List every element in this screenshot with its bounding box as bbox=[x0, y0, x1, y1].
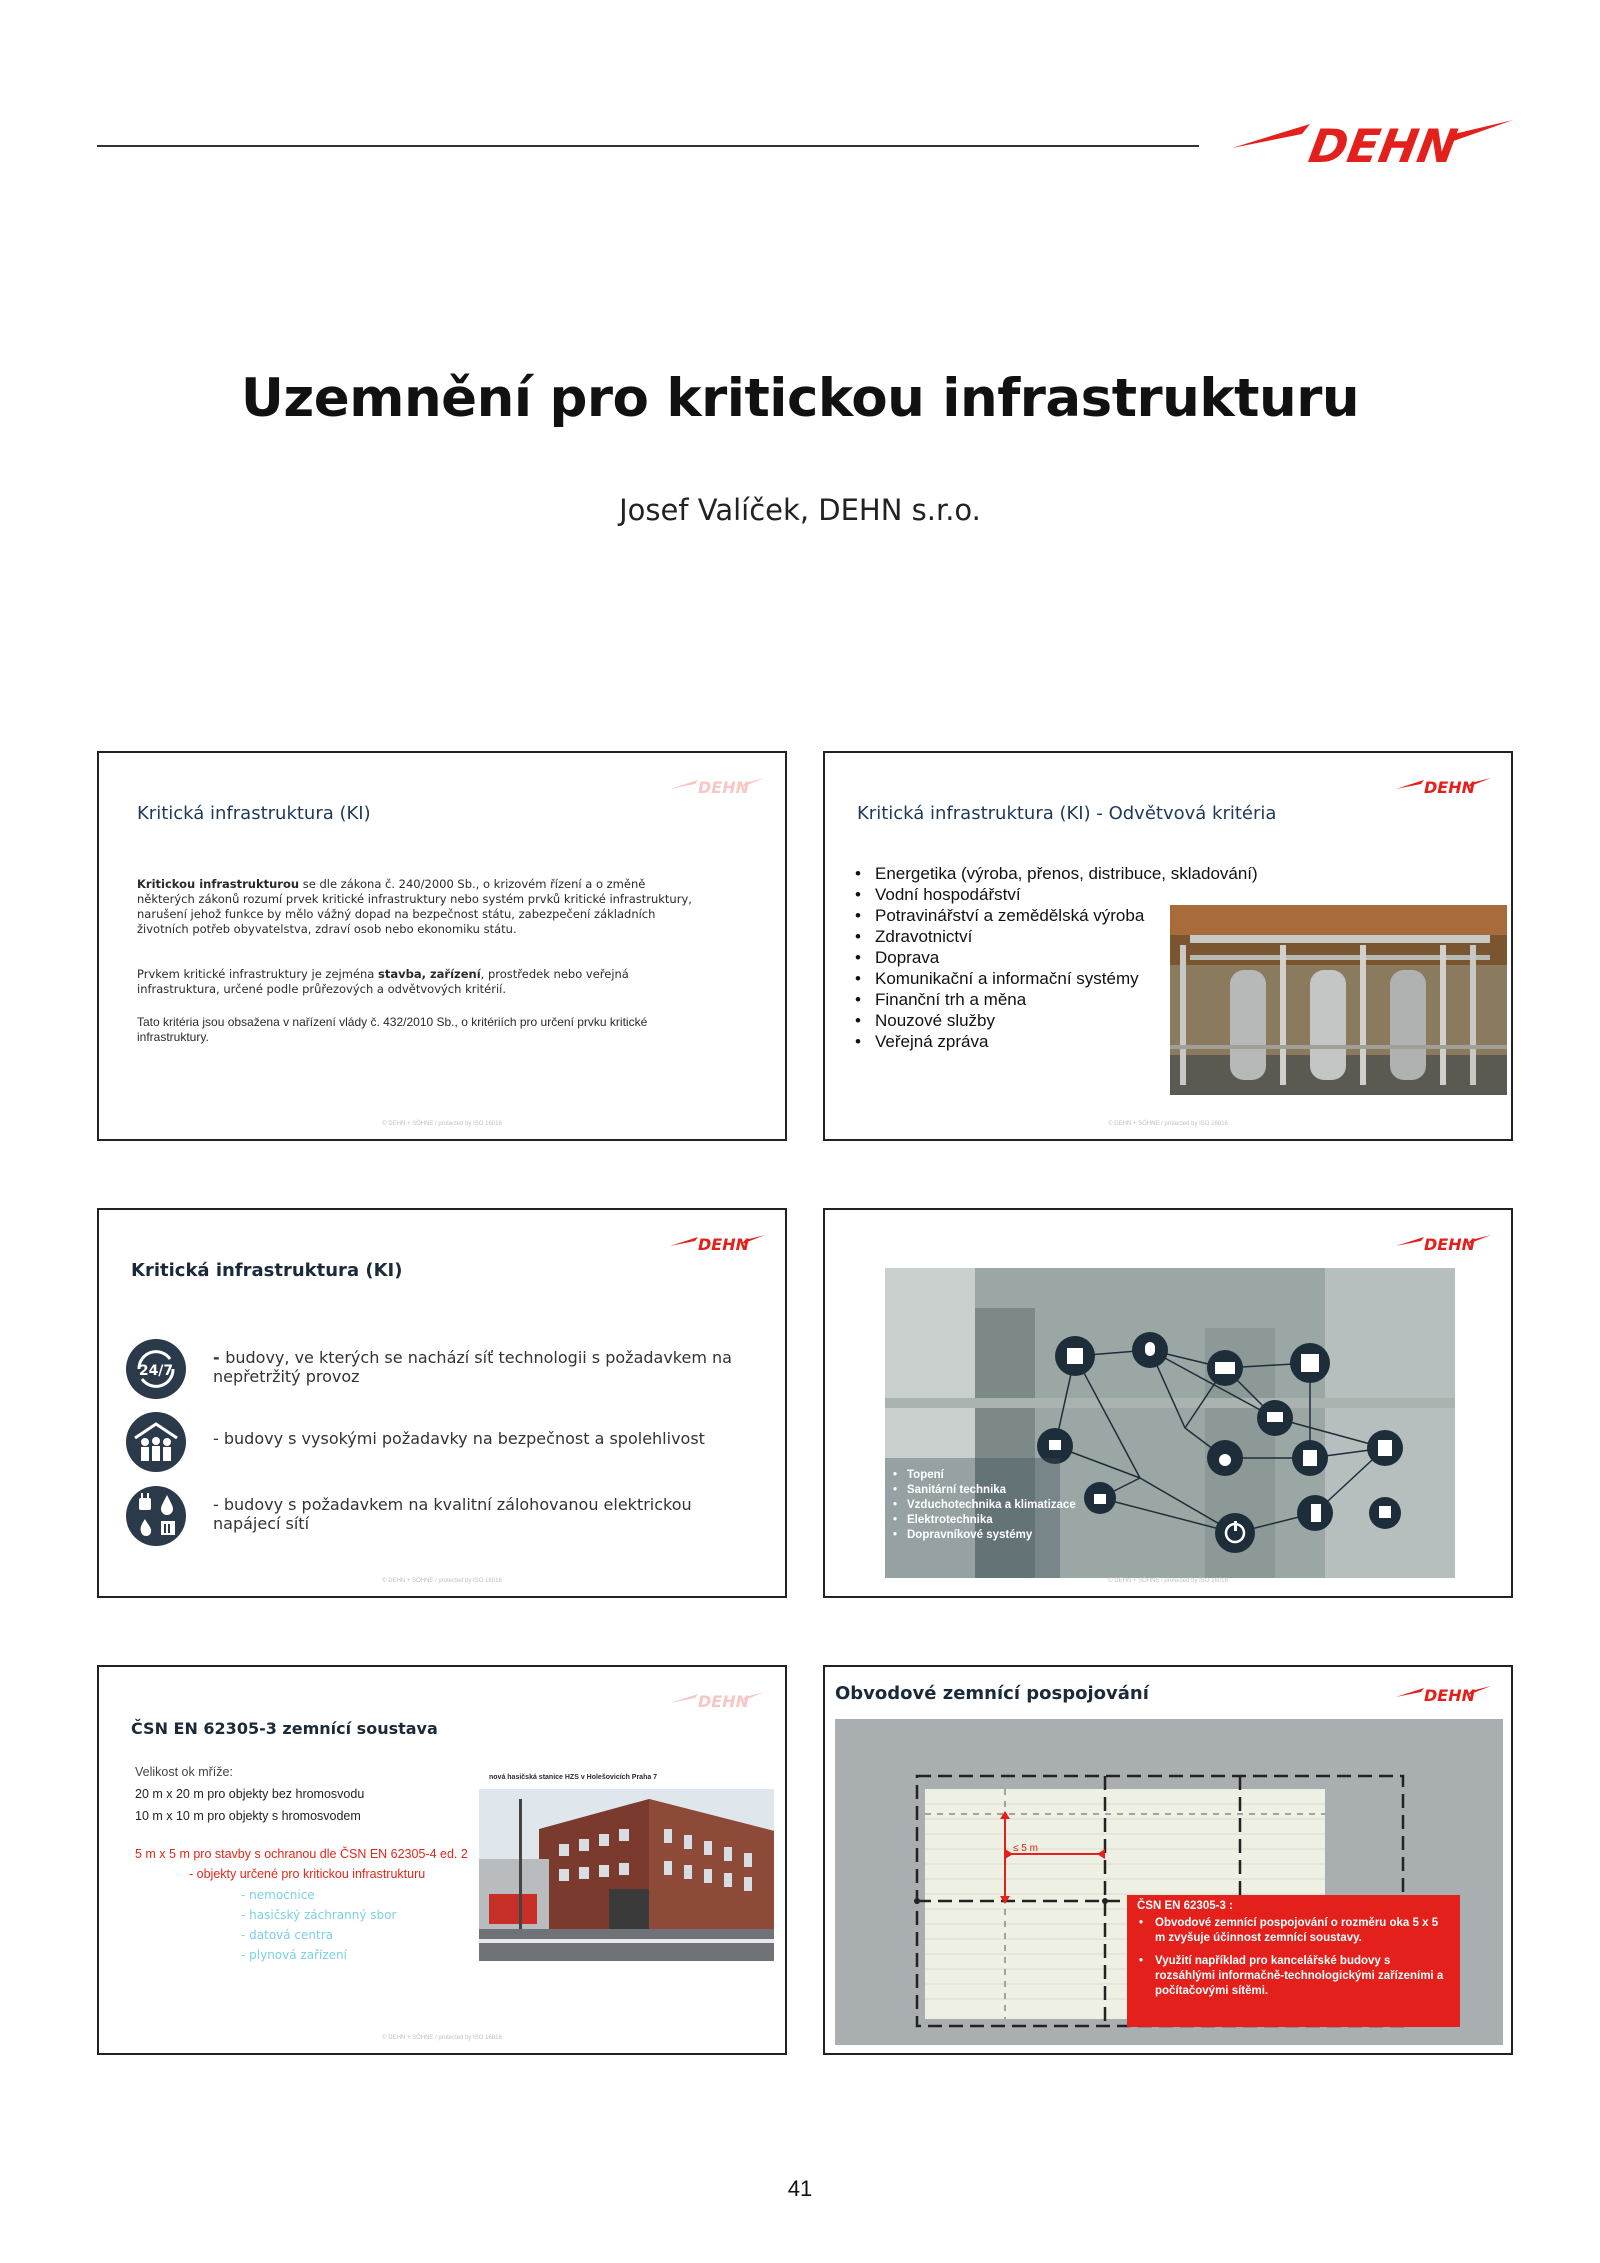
row-text: - budovy s vysokými požadavky na bezpečnost a spolehlivost bbox=[213, 1429, 705, 1448]
utilities-icon bbox=[125, 1485, 187, 1547]
svg-text:DEHN: DEHN bbox=[1305, 119, 1462, 173]
dehn-logo bbox=[1396, 1679, 1491, 1707]
slide-earthing-system bbox=[97, 1665, 787, 2055]
industrial-plant-photo bbox=[1170, 905, 1507, 1095]
slide-footer: © DEHN + SÖHNE / protected by ISO 16016 bbox=[382, 2035, 502, 2041]
list-item: • Energetika (výroba, přenos, distribuce, skladování) bbox=[853, 863, 1258, 884]
list-item: • Veřejná zpráva bbox=[853, 1031, 1258, 1052]
slide-title: Kritická infrastruktura (KI) bbox=[137, 803, 371, 824]
list-item bbox=[125, 1338, 765, 1404]
svg-text:DEHN: DEHN bbox=[698, 778, 749, 797]
list-item: • Topení bbox=[893, 1468, 1076, 1483]
slide-footer: © DEHN + SÖHNE / protected by ISO 16016 bbox=[1108, 1578, 1228, 1584]
svg-text:DEHN: DEHN bbox=[698, 1692, 749, 1711]
list-item: • Komunikační a informační systémy bbox=[853, 968, 1258, 989]
list-item: • Využití například pro kancelářské budovy s rozsáhlými informačně-technologickými zařízeními a počítačovými sítěmi. bbox=[1137, 1954, 1450, 1999]
critical-objects-heading: - objekty určené pro kritickou infrastrukturu bbox=[189, 1867, 426, 1881]
slide-title: Kritická infrastruktura (KI) - Odvětvová kritéria bbox=[857, 803, 1277, 824]
svg-text:DEHN: DEHN bbox=[1424, 1235, 1475, 1254]
list-item: • Elektrotechnika bbox=[893, 1513, 1076, 1528]
list-item bbox=[125, 1485, 765, 1551]
slide-title: Obvodové zemnící pospojování bbox=[835, 1683, 1149, 1704]
mesh-size-critical: 5 m x 5 m pro stavby s ochranou dle ČSN EN 62305-4 ed. 2 bbox=[135, 1847, 468, 1861]
slide-perimeter-bonding bbox=[823, 1665, 1513, 2055]
list-item: • Vzduchotechnika a klimatizace bbox=[893, 1498, 1076, 1513]
svg-text:DEHN: DEHN bbox=[698, 1235, 749, 1254]
document-title: Uzemnění pro kritickou infrastrukturu bbox=[240, 368, 1360, 429]
dehn-logo bbox=[670, 771, 765, 799]
critical-object-item: - plynová zařízení bbox=[241, 1948, 347, 1962]
header-rule bbox=[97, 145, 1199, 147]
list-item bbox=[125, 1411, 765, 1477]
fire-station-photo bbox=[479, 1789, 774, 1961]
clock-24-7-icon bbox=[125, 1338, 187, 1400]
note-heading: ČSN EN 62305-3 : bbox=[1137, 1900, 1233, 1912]
slide-footer: © DEHN + SÖHNE / protected by ISO 16016 bbox=[382, 1121, 502, 1127]
list-item: • Potravinářství a zemědělská výroba bbox=[853, 905, 1258, 926]
slide-ki-buildings bbox=[97, 1208, 787, 1598]
svg-text:DEHN: DEHN bbox=[1424, 778, 1475, 797]
critical-object-item: - datová centra bbox=[241, 1928, 334, 1942]
slide-ki-definition bbox=[97, 751, 787, 1141]
list-item: • Zdravotnictví bbox=[853, 926, 1258, 947]
dehn-logo bbox=[670, 1228, 765, 1256]
slide-building-technology bbox=[823, 1208, 1513, 1598]
technology-list bbox=[893, 1468, 1076, 1543]
page-number: 41 bbox=[787, 2176, 813, 2201]
slide-sector-criteria bbox=[823, 751, 1513, 1141]
critical-object-item: - hasičský záchranný sbor bbox=[241, 1908, 397, 1922]
mesh-size-line: 20 m x 20 m pro objekty bez hromosvodu bbox=[135, 1787, 365, 1801]
mesh-size-line: 10 m x 10 m pro objekty s hromosvodem bbox=[135, 1809, 361, 1823]
mesh-size-label: Velikost ok mříže: bbox=[135, 1765, 233, 1779]
list-item: • Obvodové zemnící pospojování o rozměru oka 5 x 5 m zvyšuje účinnost zemnící soustavy. bbox=[1137, 1916, 1450, 1946]
row-text: - budovy s požadavkem na kvalitní zálohovanou elektrickou napájecí sítí bbox=[213, 1495, 692, 1533]
dehn-logo bbox=[1396, 1228, 1491, 1256]
slide-footer: © DEHN + SÖHNE / protected by ISO 16016 bbox=[1108, 1121, 1228, 1127]
list-item: • Sanitární technika bbox=[893, 1483, 1076, 1498]
list-item: • Dopravníkové systémy bbox=[893, 1528, 1076, 1543]
slide-title: Kritická infrastruktura (KI) bbox=[131, 1260, 403, 1281]
list-item: • Doprava bbox=[853, 947, 1258, 968]
people-shield-icon bbox=[125, 1411, 187, 1473]
dehn-logo bbox=[1396, 771, 1491, 799]
list-item: • Vodní hospodářství bbox=[853, 884, 1258, 905]
slide-footer: © DEHN + SÖHNE / protected by ISO 16016 bbox=[382, 1578, 502, 1584]
element-paragraph: Prvkem kritické infrastruktury je zejména stavba, zařízení, prostředek nebo veřejná infrastruktura, určené podle průřezových a odvětvových kritérií. bbox=[137, 967, 629, 996]
photo-caption: nová hasičská stanice HZS v Holešovicích Praha 7 bbox=[489, 1774, 658, 1781]
dehn-logo bbox=[670, 1685, 765, 1713]
standard-note-box bbox=[1127, 1895, 1460, 2027]
criteria-paragraph: Tato kritéria jsou obsažena v nařízení vlády č. 432/2010 Sb., o kritériích pro určení prvku kritické infrastruktury. bbox=[137, 1015, 648, 1044]
definition-paragraph: Kritickou infrastrukturou se dle zákona č. 240/2000 Sb., o krizovém řízení a o změně některých zákonů rozumí prvek kritické infrastruktury nebo systém prvků kritické infrastruktury, narušení jehož funkce by mělo vážný dopad na bezpečnost státu, zabezpečení základních životních potřeb obyvatelstva, zdraví osob nebo ekonomiku státu. bbox=[137, 877, 692, 936]
slide-title: ČSN EN 62305-3 zemnící soustava bbox=[131, 1719, 438, 1738]
dimension-label: ≤ 5 m bbox=[1013, 1843, 1038, 1854]
document-subtitle: Josef Valíček, DEHN s.r.o. bbox=[619, 493, 981, 527]
dehn-logo bbox=[1230, 100, 1515, 180]
list-item: • Nouzové služby bbox=[853, 1010, 1258, 1031]
row-text: - budovy, ve kterých se nachází síť technologii s požadavkem na nepřetržitý provoz bbox=[213, 1348, 732, 1386]
svg-text:DEHN: DEHN bbox=[1424, 1686, 1475, 1705]
list-item: • Finanční trh a měna bbox=[853, 989, 1258, 1010]
critical-object-item: - nemocnice bbox=[241, 1888, 315, 1902]
svg-text:24/7: 24/7 bbox=[138, 1363, 174, 1379]
